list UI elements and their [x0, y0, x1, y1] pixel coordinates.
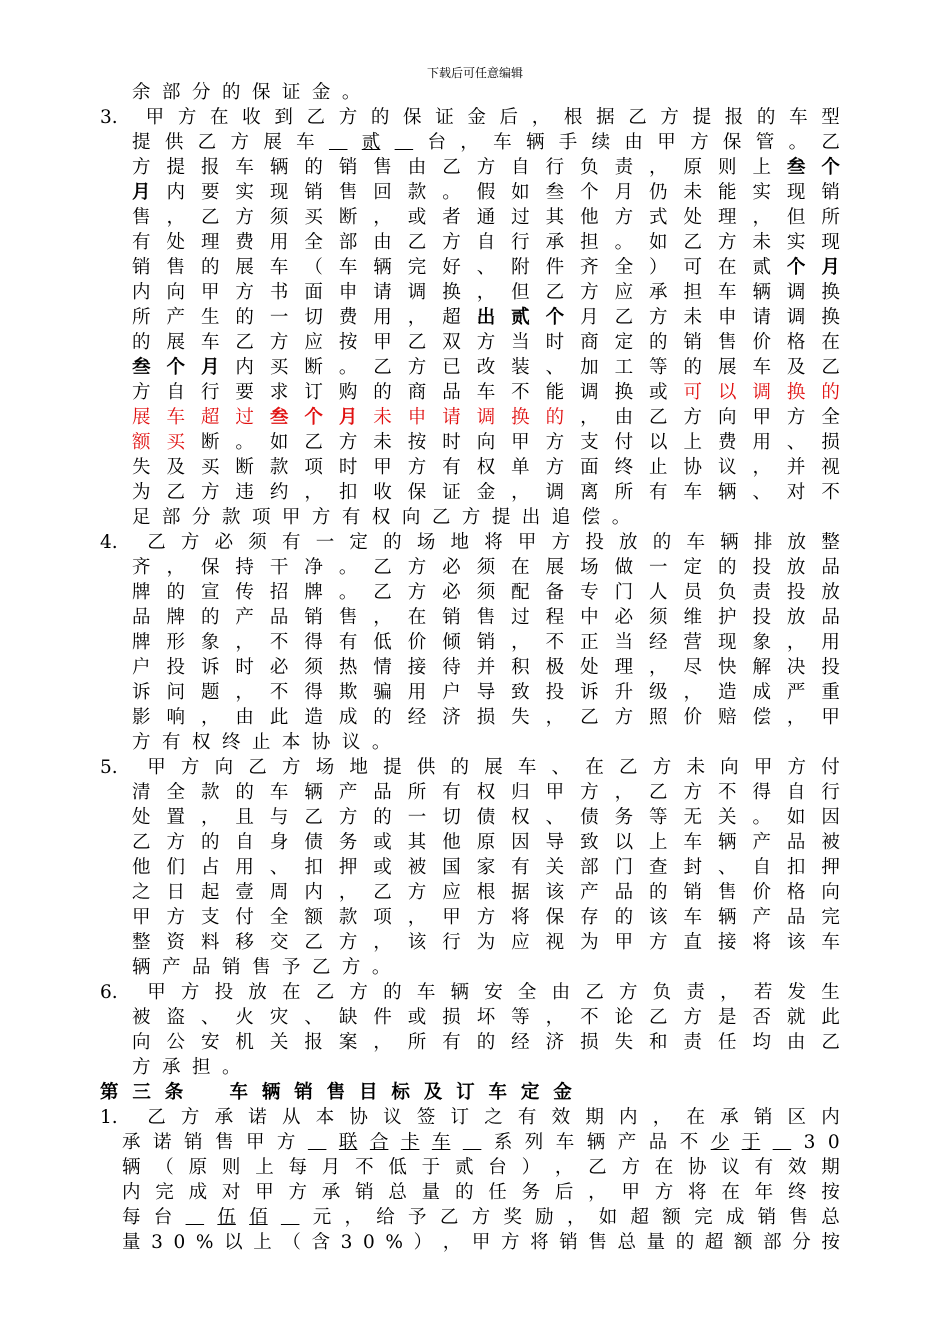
text-line: 齐 ， 保 持 干 净 。 乙 方 必 须 在 展 场 做 一 定 的 投 放 品 — [132, 557, 840, 578]
text-line: 额 买 断 。 如 乙 方 未 按 时 向 甲 方 支 付 以 上 费 用 、 损 — [132, 432, 840, 453]
text-line: 牌 的 宣 传 招 牌 。 乙 方 必 须 配 备 专 门 人 员 负 责 投 放 — [132, 582, 840, 603]
text-line: 承 诺 销 售 甲 方 联 合 卡 车 系 列 车 辆 产 品 不 少 于 3 0 — [122, 1132, 840, 1153]
text-line: 1. 乙 方 承 诺 从 本 协 议 签 订 之 有 效 期 内 ， 在 承 销 区 内 — [100, 1107, 840, 1128]
text-line: 之 日 起 壹 周 内 ， 乙 方 应 根 据 该 产 品 的 销 售 价 格 向 — [132, 882, 840, 903]
text-line: 3. 甲 方 在 收 到 乙 方 的 保 证 金 后 ， 根 据 乙 方 提 报 的 车 型 — [100, 107, 840, 128]
text-line: 处 置 ， 且 与 乙 方 的 一 切 债 权 、 债 务 等 无 关 。 如 因 — [132, 807, 840, 828]
text-line: 被 盗 、 火 灾 、 缺 件 或 损 坏 等 ， 不 论 乙 方 是 否 就 此 — [132, 1007, 840, 1028]
text-line: 有 处 理 费 用 全 部 由 乙 方 自 行 承 担 。 如 乙 方 未 实 现 — [132, 232, 840, 253]
text-line: 影 响 ， 由 此 造 成 的 经 济 损 失 ， 乙 方 照 价 赔 偿 ， 甲 — [132, 707, 840, 728]
text-line: 牌 形 象 ， 不 得 有 低 价 倾 销 ， 不 正 当 经 营 现 象 ， 用 — [132, 632, 840, 653]
text-line: 乙 方 的 自 身 债 务 或 其 他 原 因 导 致 以 上 车 辆 产 品 被 — [132, 832, 840, 853]
text-line: 展 车 超 过 叁 个 月 未 申 请 调 换 的 ， 由 乙 方 向 甲 方 全 — [132, 407, 840, 428]
text-line: 量 3 0 % 以 上 （ 含 3 0 % ） ， 甲 方 将 销 售 总 量 的 超 额 部 分 按 — [122, 1232, 840, 1253]
text-line: 6. 甲 方 投 放 在 乙 方 的 车 辆 安 全 由 乙 方 负 责 ， 若 发 生 — [100, 982, 840, 1003]
text-line: 销 售 的 展 车 （ 车 辆 完 好 、 附 件 齐 全 ） 可 在 贰 个 月 — [132, 257, 840, 278]
text-line: 为 乙 方 违 约 ， 扣 收 保 证 金 ， 调 离 所 有 车 辆 、 对 不 — [132, 482, 840, 503]
text-line: 诉 问 题 ， 不 得 欺 骗 用 户 导 致 投 诉 升 级 ， 造 成 严 重 — [132, 682, 840, 703]
page-header: 下载后可任意编辑 — [426, 66, 523, 80]
text-line: 叁 个 月 内 买 断 。 乙 方 已 改 装 、 加 工 等 的 展 车 及 乙 — [132, 357, 840, 378]
text-line: 4. 乙 方 必 须 有 一 定 的 场 地 将 甲 方 投 放 的 车 辆 排 放 整 — [100, 532, 840, 553]
text-line: 品 牌 的 产 品 销 售 ， 在 销 售 过 程 中 必 须 维 护 投 放 品 — [132, 607, 840, 628]
text-line: 向 公 安 机 关 报 案 ， 所 有 的 经 济 损 失 和 责 任 均 由 乙 — [132, 1032, 840, 1053]
text-line: 辆 （ 原 则 上 每 月 不 低 于 贰 台 ） ， 乙 方 在 协 议 有 效 期 — [122, 1157, 840, 1178]
text-line: 方 承 担 。 — [132, 1057, 252, 1078]
text-line: 方 有 权 终 止 本 协 议 。 — [132, 732, 402, 753]
text-line: 甲 方 支 付 全 额 款 项 ， 甲 方 将 保 存 的 该 车 辆 产 品 完 — [132, 907, 840, 928]
contract-body — [100, 80, 840, 1255]
text-line: 提 供 乙 方 展 车 贰 台 ， 车 辆 手 续 由 甲 方 保 管 。 乙 — [132, 132, 840, 153]
text-line: 余 部 分 的 保 证 金 。 — [132, 82, 372, 103]
text-line: 方 自 行 要 求 订 购 的 商 品 车 不 能 调 换 或 可 以 调 换 的 — [132, 382, 840, 403]
text-line: 的 展 车 乙 方 应 按 甲 乙 双 方 当 时 商 定 的 销 售 价 格 在 — [132, 332, 840, 353]
text-line: 所 产 生 的 一 切 费 用 ， 超 出 贰 个 月 乙 方 未 申 请 调 换 — [132, 307, 840, 328]
text-line: 整 资 料 移 交 乙 方 ， 该 行 为 应 视 为 甲 方 直 接 将 该 车 — [132, 932, 840, 953]
text-line: 月 内 要 实 现 销 售 回 款 。 假 如 叁 个 月 仍 未 能 实 现 销 — [132, 182, 840, 203]
text-line: 5. 甲 方 向 乙 方 场 地 提 供 的 展 车 、 在 乙 方 未 向 甲 方 付 — [100, 757, 840, 778]
text-line: 户 投 诉 时 必 须 热 情 接 待 并 积 极 处 理 ， 尽 快 解 决 投 — [132, 657, 840, 678]
text-line: 售 ， 乙 方 须 买 断 ， 或 者 通 过 其 他 方 式 处 理 ， 但 所 — [132, 207, 840, 228]
text-line: 辆 产 品 销 售 予 乙 方 。 — [132, 957, 402, 978]
text-line: 每 台 伍 佰 元 ， 给 予 乙 方 奖 励 ， 如 超 额 完 成 销 售 总 — [122, 1207, 840, 1228]
text-line: 他 们 占 用 、 扣 押 或 被 国 家 有 关 部 门 查 封 、 自 扣 押 — [132, 857, 840, 878]
text-line: 清 全 款 的 车 辆 产 品 所 有 权 归 甲 方 ， 乙 方 不 得 自 行 — [132, 782, 840, 803]
text-line: 内 向 甲 方 书 面 申 请 调 换 ， 但 乙 方 应 承 担 车 辆 调 换 — [132, 282, 840, 303]
section-heading: 第三条 车辆销售目标及订车定金 — [100, 1082, 586, 1103]
text-line: 方 提 报 车 辆 的 销 售 由 乙 方 自 行 负 责 ， 原 则 上 叁 个 — [132, 157, 840, 178]
text-line: 内 完 成 对 甲 方 承 销 总 量 的 任 务 后 ， 甲 方 将 在 年 终 按 — [122, 1182, 840, 1203]
text-line: 足 部 分 款 项 甲 方 有 权 向 乙 方 提 出 追 偿 。 — [132, 507, 642, 528]
text-line: 失 及 买 断 款 项 时 甲 方 有 权 单 方 面 终 止 协 议 ， 并 视 — [132, 457, 840, 478]
